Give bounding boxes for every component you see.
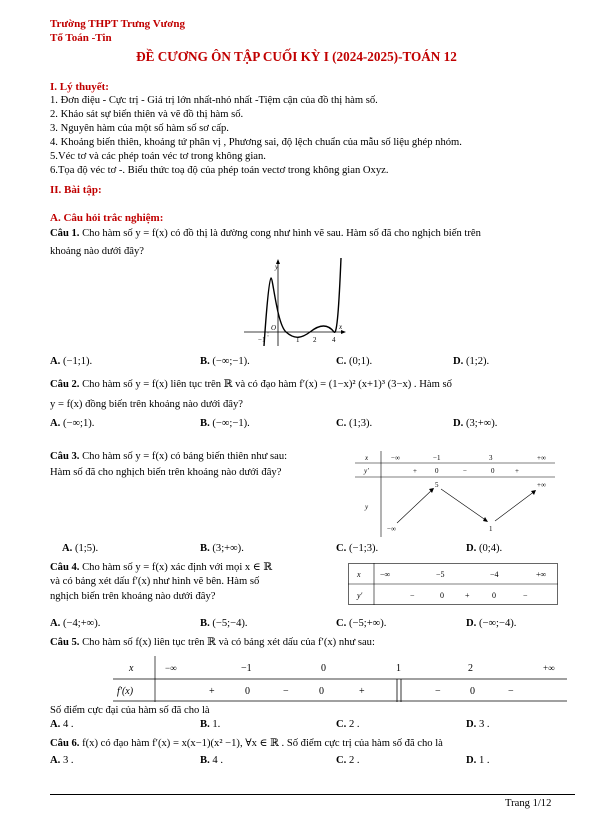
option-letter: D. [453,418,464,429]
sign: 0 [470,686,475,697]
sign: + [465,591,470,600]
question-label: Câu 3. [50,451,80,462]
theory-item: 2. Khảo sát sự biến thiên và vẽ đồ thị hàm số. [50,109,244,120]
graph-curve [264,258,341,346]
option-letter: B. [200,618,210,629]
option[interactable] [62,543,98,554]
school-name: Trường THPT Trưng Vương [50,18,185,30]
question-label: Câu 1. [50,228,80,239]
derivative-sign-table [113,656,567,702]
option-letter: C. [336,755,347,766]
option[interactable] [50,719,74,730]
option-value: 3 . [62,755,74,766]
question-text-cont: Hàm số đã cho nghịch biến trên khoảng nào dưới đây? [50,467,282,478]
sign: + [413,467,417,475]
option-value: (−∞;−1). [212,418,250,429]
option-letter: C. [336,618,347,629]
x-header: x [357,570,361,579]
x-value: 3 [489,454,493,462]
option-value: (0;1). [348,356,373,367]
option-letter: B. [200,418,210,429]
option-letter: D. [466,719,477,730]
question-text-cont: khoảng nào dưới đây? [50,246,145,257]
y-header: y [365,503,369,511]
option-value: (3;+∞). [465,418,498,429]
yprime-header: y′ [357,591,363,600]
sign: 0 [440,591,444,600]
footer-divider [50,794,575,795]
option-value: (0;4). [478,543,503,554]
x-value: +∞ [543,663,555,673]
question-text: Cho hàm số y = f(x) có bảng biến thiên như sau: [82,451,288,462]
option[interactable] [466,719,490,730]
sign: − [508,686,514,697]
option-letter: D. [466,543,477,554]
option-value: (−1;1). [62,356,93,367]
option[interactable] [336,719,360,730]
option-value: (−∞;−4). [478,618,517,629]
option-value: (−∞;−1). [212,356,250,367]
option[interactable] [336,543,378,554]
function-graph [240,256,350,348]
option[interactable] [336,618,386,629]
option[interactable] [336,418,372,429]
option-letter: A. [50,755,61,766]
x-value: −∞ [391,454,400,462]
sign: 0 [245,686,250,697]
department-name: Tổ Toán -Tin [50,32,112,44]
x-axis-label: x [339,323,343,331]
sign: 0 [492,591,496,600]
sign: − [435,686,441,697]
option-value: (1;3). [348,418,373,429]
mc-heading: A. Câu hỏi trắc nghiệm: [50,212,164,224]
option-letter: D. [453,356,464,367]
option-letter: C. [336,543,347,554]
theory-item: 5.Véc tơ và các phép toán véc tơ trong không gian. [50,151,266,162]
option[interactable] [200,543,244,554]
theory-item: 4. Khoảng biến thiên, khoảng tứ phân vị , Phương sai, độ lệch chuẩn của mẫu số liệu ghép nhóm. [50,137,462,148]
option-letter: A. [50,356,61,367]
tick-label: −1 [258,336,266,344]
option[interactable] [336,356,372,367]
option-letter: D. [466,755,477,766]
sign: 0 [491,467,495,475]
option-letter: A. [62,543,73,554]
option-value: (−∞;1). [62,418,95,429]
y-value: 5 [435,481,439,489]
sign: − [410,591,415,600]
page-number: Trang 1/12 [505,798,552,809]
option-value: (1;2). [465,356,490,367]
question-4 [50,561,272,573]
x-value: −4 [490,570,499,579]
sign: − [523,591,528,600]
y-value: 1 [489,525,493,533]
option[interactable] [200,755,223,766]
fprime-header: f′(x) [117,686,134,697]
variation-table [355,451,555,537]
option-letter: D. [466,618,477,629]
question-text: Cho hàm số y = f(x) xác định với mọi x ∈ ℝ [82,562,273,573]
sign: 0 [435,467,439,475]
question-5 [50,636,375,648]
option[interactable] [453,418,497,429]
exercises-heading: II. Bài tập: [50,184,102,196]
option-value: 2 . [348,755,360,766]
option-value: 2 . [348,719,360,730]
x-value: 1 [396,663,401,674]
option-value: 1. [212,719,221,730]
sign: − [463,467,467,475]
option[interactable] [466,755,490,766]
theory-item: 6.Tọa độ véc tơ -. Biểu thức toạ độ của phép toán vectơ trong không gian Oxyz. [50,165,389,176]
x-value: 0 [321,663,326,674]
option-value: 4 . [212,755,223,766]
option[interactable] [200,719,220,730]
option-letter: A. [50,618,61,629]
question-text-cont: y = f(x) đồng biến trên khoảng nào dưới đây? [50,399,243,410]
x-header: x [129,663,134,674]
sign: − [283,686,289,697]
question-text: f(x) có đạo hàm f′(x) = x(x−1)(x² −1), ∀x ∈ ℝ . Số điểm cực trị của hàm số đã cho là [82,738,443,749]
option-letter: C. [336,719,347,730]
sign: + [359,686,365,697]
option-letter: C. [336,356,347,367]
question-label: Câu 2. [50,379,80,390]
option-value: 4 . [62,719,74,730]
origin-label: O [271,324,277,332]
sign: + [209,686,215,697]
question-text: Cho hàm số f(x) liên tục trên ℝ và có bảng xét dấu của f′(x) như sau: [82,637,375,648]
question-label: Câu 4. [50,562,80,573]
option[interactable] [466,618,516,629]
question-text: Cho hàm số y = f(x) có đồ thị là đường cong như hình vẽ sau. Hàm số đã cho nghịch biến trên [82,228,481,239]
yprime-header: y′ [364,467,369,475]
question-1 [50,228,481,239]
x-header: x [365,454,369,462]
option-value: (−5;−4). [212,618,248,629]
question-label: Câu 6. [50,738,80,749]
option[interactable] [50,418,94,429]
question-label: Câu 5. [50,637,80,648]
theory-item: 1. Đơn điệu - Cực trị - Giá trị lớn nhất-nhỏ nhất -Tiệm cận của đồ thị hàm số. [50,95,378,106]
option[interactable] [453,356,489,367]
option-value: (3;+∞). [212,543,244,554]
option[interactable] [200,418,250,429]
option[interactable] [50,755,74,766]
sign-table [348,563,558,605]
option-letter: B. [200,755,210,766]
option-letter: B. [200,356,210,367]
option[interactable] [50,356,92,367]
option[interactable] [200,618,248,629]
question-2 [50,378,452,390]
y-value: −∞ [387,525,396,533]
option-value: (−1;3). [348,543,379,554]
option-value: (−5;+∞). [348,618,387,629]
question-6 [50,737,443,749]
question-text: Cho hàm số y = f(x) liên tục trên ℝ và có đạo hàm f′(x) = (1−x)² (x+1)³ (3−x) . Hàm số [82,379,452,390]
x-value: −1 [241,663,252,674]
tick-label: 4 [332,336,336,344]
x-value: −∞ [165,663,177,673]
option[interactable] [200,356,250,367]
option-letter: C. [336,418,347,429]
page-title: ĐỀ CƯƠNG ÔN TẬP CUỐI KỲ I (2024-2025)-TOÁN 12 [136,49,457,64]
y-axis-label: y [275,263,279,271]
sign: 0 [319,686,324,697]
x-value: 2 [468,663,473,674]
option[interactable] [336,755,360,766]
tick-label: 2 [313,336,317,344]
option-value: (1;5). [74,543,99,554]
option[interactable] [466,543,502,554]
question-text-cont: nghịch biến trên khoảng nào dưới đây? [50,591,216,602]
question-text-cont: Số điểm cực đại của hàm số đã cho là [50,705,210,716]
x-value: −5 [436,570,445,579]
question-text-cont: và có bảng xét dấu f′(x) như hình vẽ bên. Hàm số [50,576,260,587]
x-value: −1 [433,454,441,462]
x-value: +∞ [537,454,546,462]
option-letter: A. [50,418,61,429]
option-value: 3 . [478,719,490,730]
y-value: +∞ [537,481,546,489]
option[interactable] [50,618,100,629]
theory-item: 3. Nguyên hàm của một số hàm số sơ cấp. [50,123,229,134]
theory-heading: I. Lý thuyết: [50,81,109,93]
x-value: +∞ [536,570,547,579]
option-letter: B. [200,719,210,730]
option-value: 1 . [478,755,490,766]
option-letter: B. [200,543,210,554]
tick-label: 1 [296,336,300,344]
option-letter: A. [50,719,61,730]
question-3 [50,451,287,462]
sign: + [515,467,519,475]
x-value: −∞ [380,570,391,579]
option-value: (−4;+∞). [62,618,101,629]
